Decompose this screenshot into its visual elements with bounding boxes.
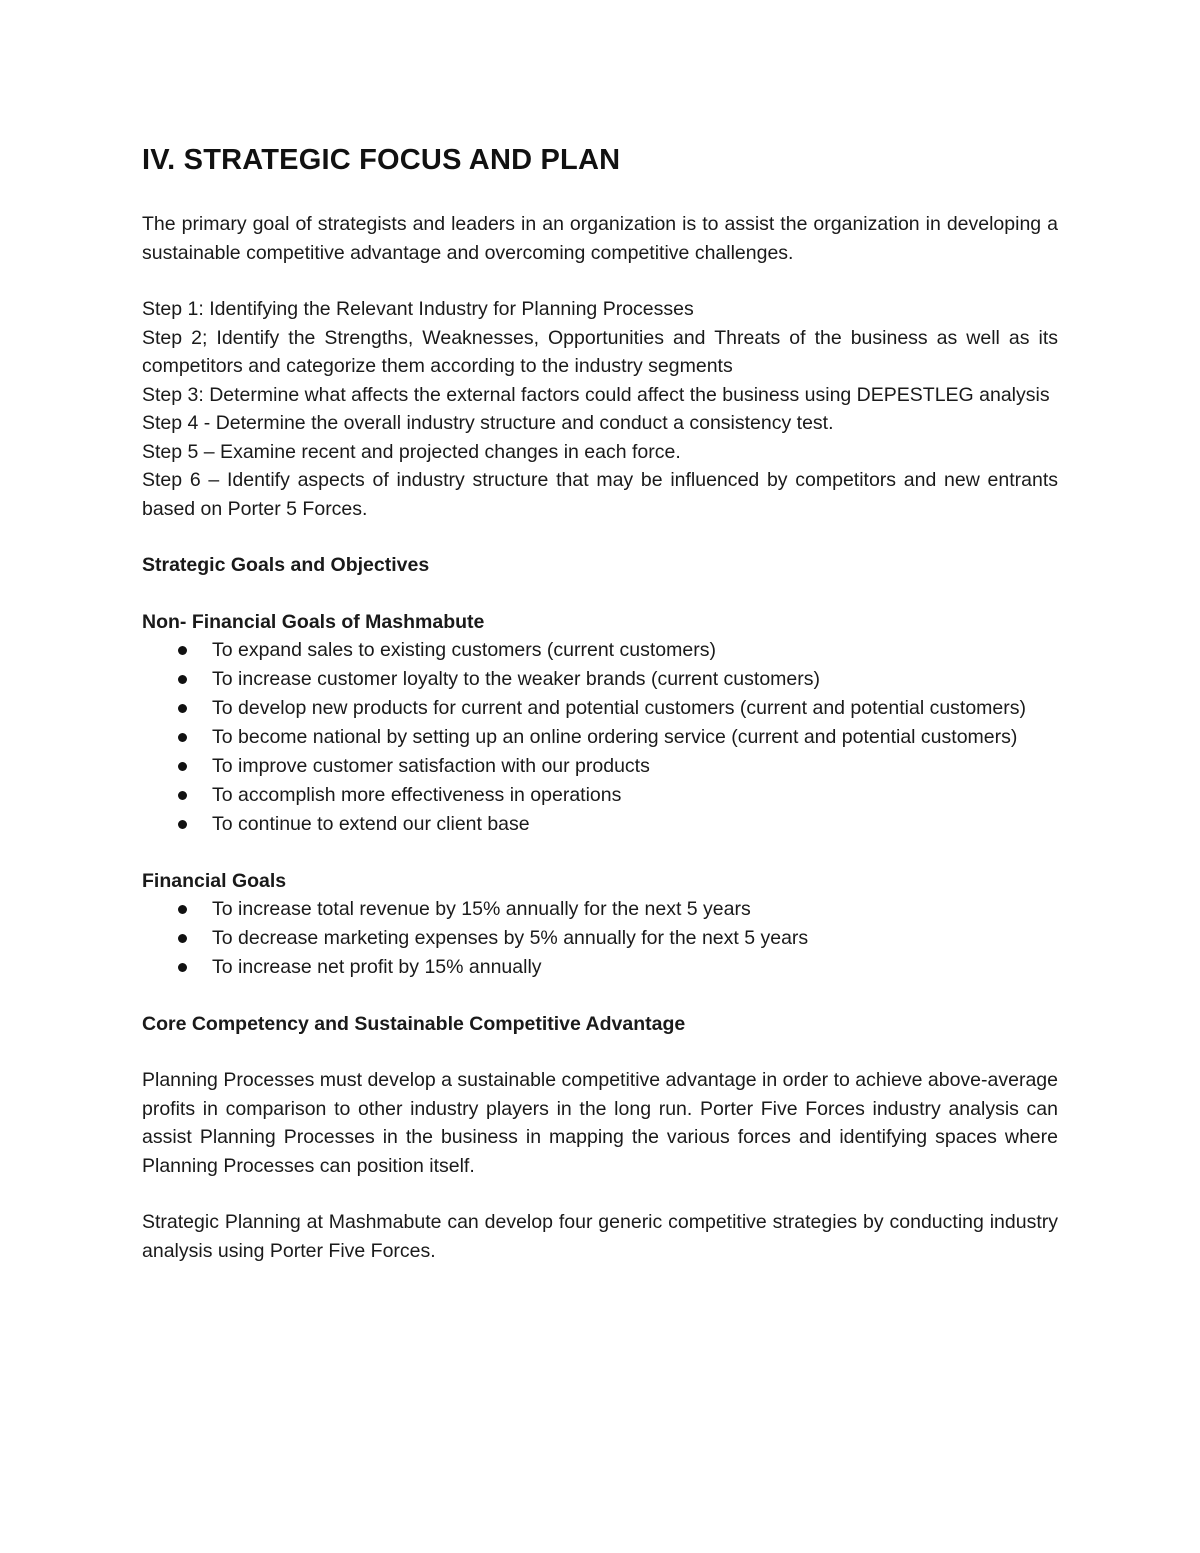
core-paragraph-2: Strategic Planning at Mashmabute can develop four generic competitive strategies by conducting industry analysis using Porter Five Forces. <box>142 1211 1058 1262</box>
list-item-text: To increase net profit by 15% annually <box>212 956 542 978</box>
bullet-icon <box>178 820 187 829</box>
bullet-icon <box>178 704 187 713</box>
step-4: Step 4 - Determine the overall industry structure and conduct a consistency test. <box>142 412 834 434</box>
list-item <box>212 924 1058 953</box>
document-page <box>142 140 1058 1265</box>
bullet-icon <box>178 675 187 684</box>
core-paragraph-1: Planning Processes must develop a sustainable competitive advantage in order to achieve above-average profits in comparison to other industry players in the long run. Porter Five Forces industry analysis can assist Planning Processes in the business in mapping the various forces and identifying spaces where Planning Processes can position itself. <box>142 1069 1058 1177</box>
list-item <box>212 752 1058 781</box>
list-item-text: To improve customer satisfaction with our products <box>212 755 650 777</box>
list-item <box>212 694 1058 723</box>
strategic-goals-heading: Strategic Goals and Objectives <box>142 554 430 576</box>
intro-paragraph: The primary goal of strategists and leaders in an organization is to assist the organization in developing a sustainable competitive advantage and overcoming competitive challenges. <box>142 213 1058 264</box>
page-title: IV. STRATEGIC FOCUS AND PLAN <box>142 144 621 176</box>
list-item-text: To decrease marketing expenses by 5% annually for the next 5 years <box>212 927 809 949</box>
step-6: Step 6 – Identify aspects of industry structure that may be influenced by competitors and new entrants based on Porter 5 Forces. <box>142 469 1058 520</box>
financial-goals-list <box>142 895 1058 982</box>
bullet-icon <box>178 646 187 655</box>
bullet-icon <box>178 733 187 742</box>
bullet-icon <box>178 791 187 800</box>
list-item-text: To expand sales to existing customers (current customers) <box>212 639 716 661</box>
bullet-icon <box>178 762 187 771</box>
step-1: Step 1: Identifying the Relevant Industry for Planning Processes <box>142 298 694 320</box>
step-3: Step 3: Determine what affects the external factors could affect the business using DEPESTLEG analysis <box>142 383 1050 406</box>
steps-list <box>142 295 1058 523</box>
bullet-icon <box>178 934 187 943</box>
step-5: Step 5 – Examine recent and projected changes in each force. <box>142 440 681 463</box>
list-item <box>212 665 1058 694</box>
non-financial-goals-heading: Non- Financial Goals of Mashmabute <box>142 610 485 633</box>
core-competency-heading: Core Competency and Sustainable Competitive Advantage <box>142 1012 686 1035</box>
bullet-icon <box>178 963 187 972</box>
list-item-text: To continue to extend our client base <box>212 813 530 835</box>
list-item-text: To become national by setting up an online ordering service (current and potential customers) <box>212 726 1018 748</box>
bullet-icon <box>178 905 187 914</box>
non-financial-goals-list <box>142 636 1058 839</box>
list-item-text: To develop new products for current and potential customers (current and potential customers) <box>212 697 1027 719</box>
list-item <box>212 953 1058 982</box>
list-item <box>212 895 1058 924</box>
list-item <box>212 781 1058 810</box>
list-item-text: To increase total revenue by 15% annually for the next 5 years <box>212 898 751 920</box>
list-item <box>212 636 1058 665</box>
list-item-text: To accomplish more effectiveness in operations <box>212 784 622 806</box>
step-2: Step 2; Identify the Strengths, Weaknesses, Opportunities and Threats of the business as well as its competitors and categorize them according to the industry segments <box>142 326 1058 377</box>
list-item <box>212 723 1058 752</box>
list-item-text: To increase customer loyalty to the weaker brands (current customers) <box>212 668 820 690</box>
list-item <box>212 810 1058 839</box>
financial-goals-heading: Financial Goals <box>142 869 287 892</box>
